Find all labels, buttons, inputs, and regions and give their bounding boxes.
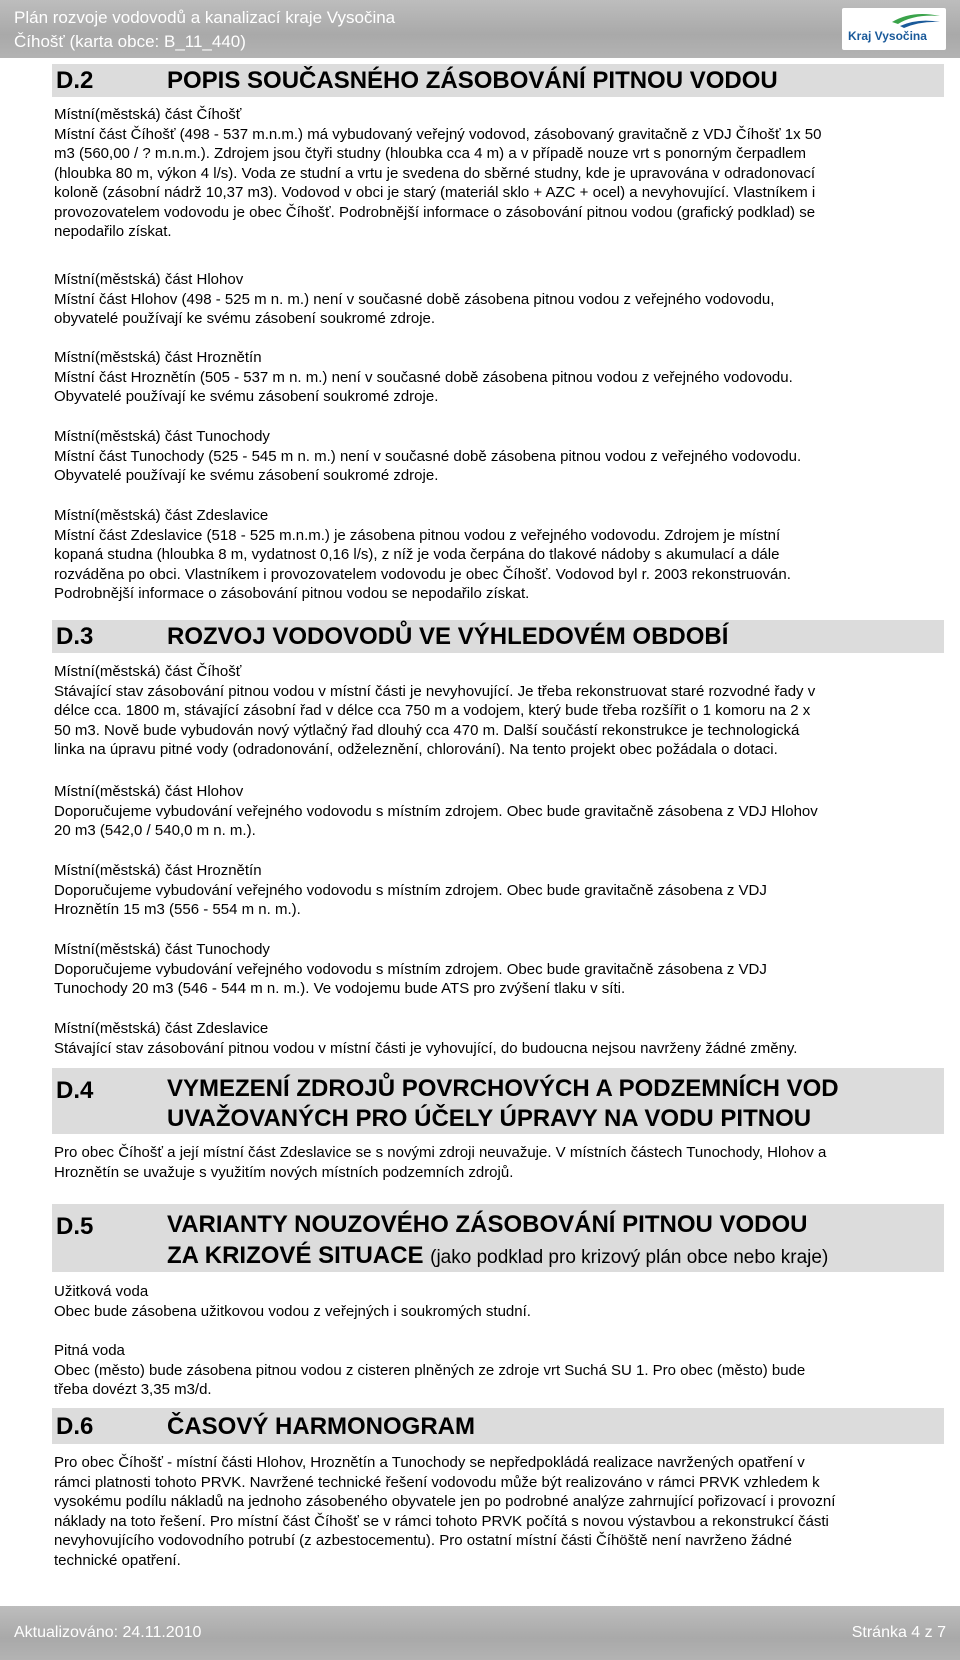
text-line: Místní(městská) část Hlohov [54, 271, 244, 288]
page-footer [0, 1606, 960, 1660]
text-line: provozovatelem vodovodu je obec Číhošť. Podrobnější informace o zásobování pitnou vodou (grafický podklad) se [54, 203, 816, 221]
text-line: Pro obec Číhošť a její místní část Zdeslavice se s novými zdroji neuvažuje. V místních částech Tunochody, Hlohov a [54, 1144, 827, 1161]
paragraph-hlohov [54, 270, 949, 329]
text-line: 50 m3. Nově bude vybudován nový výtlačný řad dlouhý cca 470 m. Další součástí rekonstrukce je technologická [54, 721, 800, 739]
text-line: (hloubka 80 m, výkon 4 l/s). Voda ze studní a vrtu je svedena do sběrné studny, kde je upravována v odradonovací [54, 164, 816, 182]
text-line: Místní(městská) část Číhošť [54, 663, 242, 680]
text-line: Místní(městská) část Hroznětín [54, 349, 262, 366]
section-title-line2 [167, 1242, 828, 1270]
text-line: Hroznětín se uvažuje s využitím nových místních podzemních zdrojů. [54, 1163, 514, 1181]
text-line: náklady na toto řešení. Pro místní část Číhošť se v rámci tohoto PRVK počítá s novou výstavbou a rekonstrukcí části [54, 1512, 829, 1530]
text-line: nevyhovujícího vodovodního potrubí (z azbestocementu). Pro ostatní místní části Číhöště není navrženo žádné [54, 1532, 792, 1549]
paragraph-tunochody [54, 427, 949, 486]
text-line: koloně (zásobní nádrž 10,37 m3). Vodovod v obci je starý (materiál sklo + AZC + ocel) a nevyhovující. Vlastníkem i [54, 184, 816, 201]
paragraph-d3-hroznetin [54, 861, 949, 920]
paragraph-d3-tunochody [54, 940, 949, 999]
text-line: Místní(městská) část Hroznětín [54, 862, 262, 879]
section-title-line2: UVAŽOVANÝCH PRO ÚČELY ÚPRAVY NA VODU PITNOU [167, 1105, 812, 1132]
paragraph-zdeslavice [54, 506, 949, 604]
text-line: Stávající stav zásobování pitnou vodou v místní části je vyhovující, do budoucna nejsou navrženy žádné změny. [54, 1039, 798, 1057]
text-line: Obyvatelé používají ke svému zásobení soukromé zdroje. [54, 467, 439, 484]
text-line: linka na úpravu pitné vody (odradonování, odželeznění, chlorování). Na tento projekt obec požádala o dotaci. [54, 741, 778, 758]
text-line: obyvatelé používají ke svému zásobení soukromé zdroje. [54, 310, 436, 327]
text-line: třeba dovézt 3,35 m3/d. [54, 1381, 212, 1398]
paragraph-d3-cihost [54, 662, 949, 760]
text-line: Obec bude zásobena užitkovou vodou z veřejných i soukromých studní. [54, 1302, 531, 1320]
text-line: Pitná voda [54, 1342, 125, 1359]
kraj-vysocina-logo [842, 8, 946, 50]
section-heading-d4 [52, 1068, 944, 1134]
text-line: Tunochody 20 m3 (546 - 544 m n. m.). Ve vodojemu bude ATS pro zvýšení tlaku v síti. [54, 980, 626, 997]
text-line: m3 (560,00 / ? m.n.m.). Zdrojem jsou čtyři studny (hloubka cca 4 m) a v případě nouze vrt s ponorným čerpadlem [54, 145, 806, 162]
section-number: D.4 [56, 1077, 94, 1104]
text-line: Místní(městská) část Hlohov [54, 783, 244, 800]
section-title-note: (jako podklad pro krizový plán obce nebo kraje) [430, 1247, 829, 1268]
text-line: Doporučujeme vybudování veřejného vodovodu s místním zdrojem. Obec bude gravitačně zásobena z VDJ [54, 881, 767, 899]
text-line: Místní(městská) část Tunochody [54, 428, 270, 445]
logo-text: Kraj Vysočina [848, 29, 927, 43]
paragraph-hroznetin [54, 348, 949, 407]
text-line: Místní část Hlohov (498 - 525 m n. m.) není v současné době zásobena pitnou vodou z veřejného vodovodu, [54, 290, 775, 308]
paragraph-d3-hlohov [54, 782, 949, 841]
section-number: D.3 [56, 623, 94, 650]
section-number: D.6 [56, 1413, 94, 1440]
text-line: délce cca. 1800 m, stávající zásobní řad v délce cca 750 m a vodojem, který bude třeba rozšířit o 1 komoru na 2 x [54, 702, 811, 719]
page-header [0, 0, 960, 58]
text-line: kopaná studna (hloubka 8 m, vydatnost 0,16 l/s), z níž je voda čerpána do tlakové nádoby s akumulací a dále [54, 546, 780, 563]
text-line: Místní část Hroznětín (505 - 537 m n. m.) není v současné době zásobena pitnou vodou z veřejného vodovodu. [54, 368, 793, 386]
page-number: Stránka 4 z 7 [851, 1624, 946, 1641]
section-number: D.2 [56, 67, 94, 94]
text-line: nepodařilo získat. [54, 223, 172, 240]
text-line: vysokému podílu nákladů na jednoho zásobeného obyvatele jen po podrobné analýze zahrnující pořizovací i provozní [54, 1493, 836, 1510]
section-title: ROZVOJ VODOVODŮ VE VÝHLEDOVÉM OBDOBÍ [167, 623, 729, 650]
section-heading-d6 [52, 1408, 944, 1444]
text-line: Doporučujeme vybudování veřejného vodovodu s místním zdrojem. Obec bude gravitačně zásobena z VDJ [54, 960, 767, 978]
text-line: Podrobnější informace o zásobování pitnou vodou se nepodařilo získat. [54, 585, 530, 602]
updated-date: Aktualizováno: 24.11.2010 [14, 1624, 202, 1641]
section-title-text: ZA KRIZOVÉ SITUACE [167, 1242, 424, 1269]
text-line: Místní(městská) část Tunochody [54, 941, 270, 958]
text-line: Místní část Číhošť (498 - 537 m.n.m.) má vybudovaný veřejný vodovod, zásobovaný gravitačně z VDJ Číhošť 1x 50 [54, 125, 822, 143]
text-line: rámci platnosti tohoto PRVK. Navržené technické řešení vodovodu může být realizováno v rámci PRVK vzhledem k [54, 1473, 820, 1491]
text-line: Hroznětín 15 m3 (556 - 554 m n. m.). [54, 901, 301, 918]
paragraph-uzitkova-voda [54, 1282, 949, 1321]
section-heading-d5 [52, 1204, 944, 1272]
section-heading-d3 [52, 620, 944, 653]
text-line: Obyvatelé používají ke svému zásobení soukromé zdroje. [54, 388, 439, 405]
document-title: Plán rozvoje vodovodů a kanalizací kraje Vysočina [14, 8, 396, 27]
section-title-line1: VYMEZENÍ ZDROJŮ POVRCHOVÝCH A PODZEMNÍCH VOD [167, 1075, 839, 1102]
paragraph-pitna-voda [54, 1341, 949, 1400]
paragraph-d3-zdeslavice [54, 1019, 949, 1058]
text-line: Užitková voda [54, 1283, 149, 1300]
text-line: Stávající stav zásobování pitnou vodou v místní části je nevyhovující. Je třeba rekonstruovat staré rozvodné řady v [54, 682, 816, 700]
text-line: Obec (město) bude zásobena pitnou vodou z cisteren plněných ze zdroje vrt Suchá SU 1. Pro obec (město) bude [54, 1361, 806, 1379]
text-line: Doporučujeme vybudování veřejného vodovodu s místním zdrojem. Obec bude gravitačně zásobena z VDJ Hlohov [54, 802, 818, 820]
text-line: technické opatření. [54, 1551, 181, 1569]
text-line: Místní(městská) část Zdeslavice [54, 507, 269, 524]
paragraph-d4 [54, 1143, 949, 1182]
text-line: Místní část Zdeslavice (518 - 525 m.n.m.) je zásobena pitnou vodou z veřejného vodovodu. Zdrojem je místní [54, 526, 781, 544]
section-heading-d2 [52, 64, 944, 97]
text-line: 20 m3 (542,0 / 540,0 m n. m.). [54, 822, 256, 839]
section-title-line1: VARIANTY NOUZOVÉHO ZÁSOBOVÁNÍ PITNOU VODOU [167, 1211, 808, 1238]
section-title: ČASOVÝ HARMONOGRAM [167, 1413, 476, 1440]
section-number: D.5 [56, 1213, 94, 1240]
paragraph-d6 [54, 1453, 949, 1570]
text-line: Místní(městská) část Zdeslavice [54, 1020, 269, 1037]
document-subtitle: Číhošť (karta obce: B_11_440) [14, 32, 246, 51]
text-line: Pro obec Číhošť - místní části Hlohov, Hroznětín a Tunochody se nepředpokládá realizace navržených opatření v [54, 1454, 805, 1471]
section-title: POPIS SOUČASNÉHO ZÁSOBOVÁNÍ PITNOU VODOU [167, 67, 778, 94]
text-line: Místní část Tunochody (525 - 545 m n. m.) není v současné době zásobena pitnou vodou z veřejného vodovodu. [54, 447, 802, 465]
text-line: rozváděna po obci. Vlastníkem i provozovatelem vodovodu je obec Číhošť. Vodovod byl r. 2003 rekonstruován. [54, 565, 791, 583]
paragraph-cihost [54, 105, 949, 242]
text-line: Místní(městská) část Číhošť [54, 106, 242, 123]
